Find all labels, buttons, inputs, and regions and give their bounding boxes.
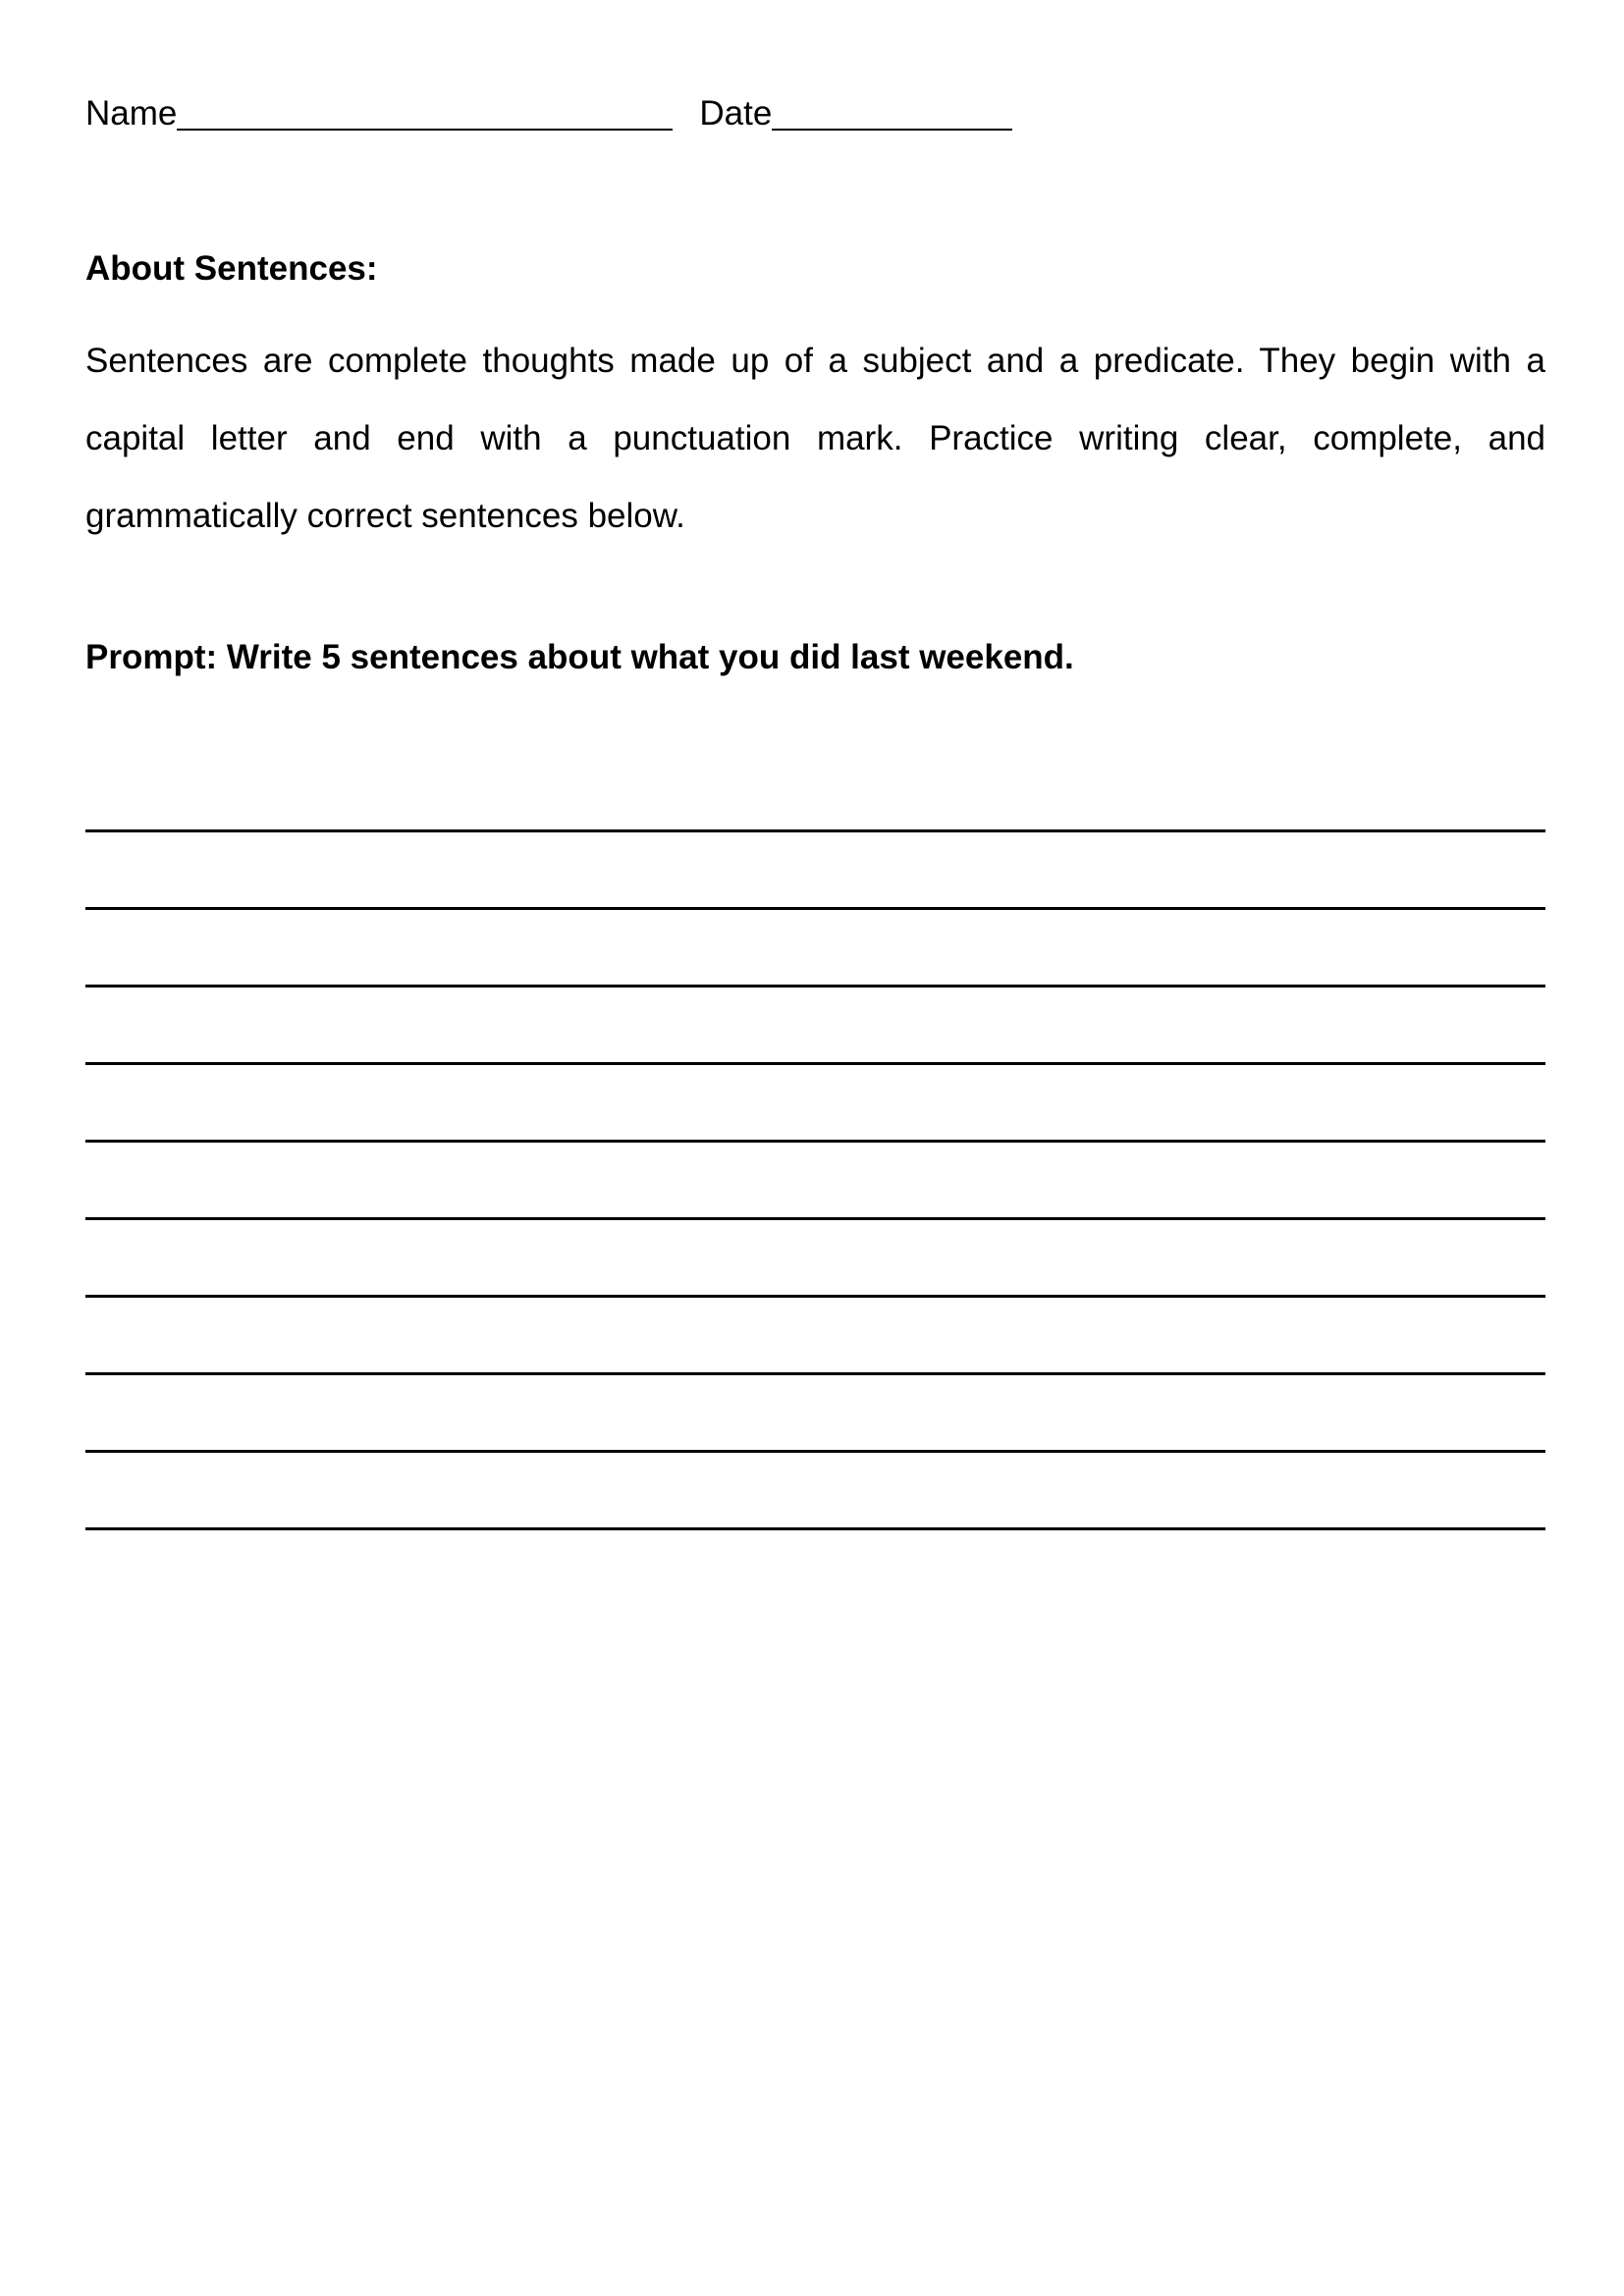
about-title: About Sentences:: [85, 249, 378, 288]
writing-line[interactable]: [85, 1140, 1545, 1143]
writing-line[interactable]: [85, 1372, 1545, 1375]
prompt-text: Prompt: Write 5 sentences about what you did last weekend.: [85, 638, 1074, 676]
writing-line[interactable]: [85, 1450, 1545, 1453]
writing-line[interactable]: [85, 907, 1545, 910]
name-field[interactable]: [177, 93, 673, 131]
header-row: [85, 92, 1012, 135]
about-text: Sentences are complete thoughts made up of a subject and a predicate. They begin with a capital letter and end with a punctuation mark. Practice writing clear, complete, and grammatically correct sentences below.: [85, 342, 1545, 535]
writing-line[interactable]: [85, 985, 1545, 988]
writing-line[interactable]: [85, 1062, 1545, 1065]
date-label: Date: [699, 94, 773, 133]
writing-line[interactable]: [85, 1295, 1545, 1298]
writing-line[interactable]: [85, 829, 1545, 832]
name-label: Name: [85, 94, 178, 133]
date-field[interactable]: [772, 93, 1012, 131]
worksheet-page: [85, 0, 1545, 2296]
writing-line[interactable]: [85, 1217, 1545, 1220]
writing-line[interactable]: [85, 1527, 1545, 1530]
